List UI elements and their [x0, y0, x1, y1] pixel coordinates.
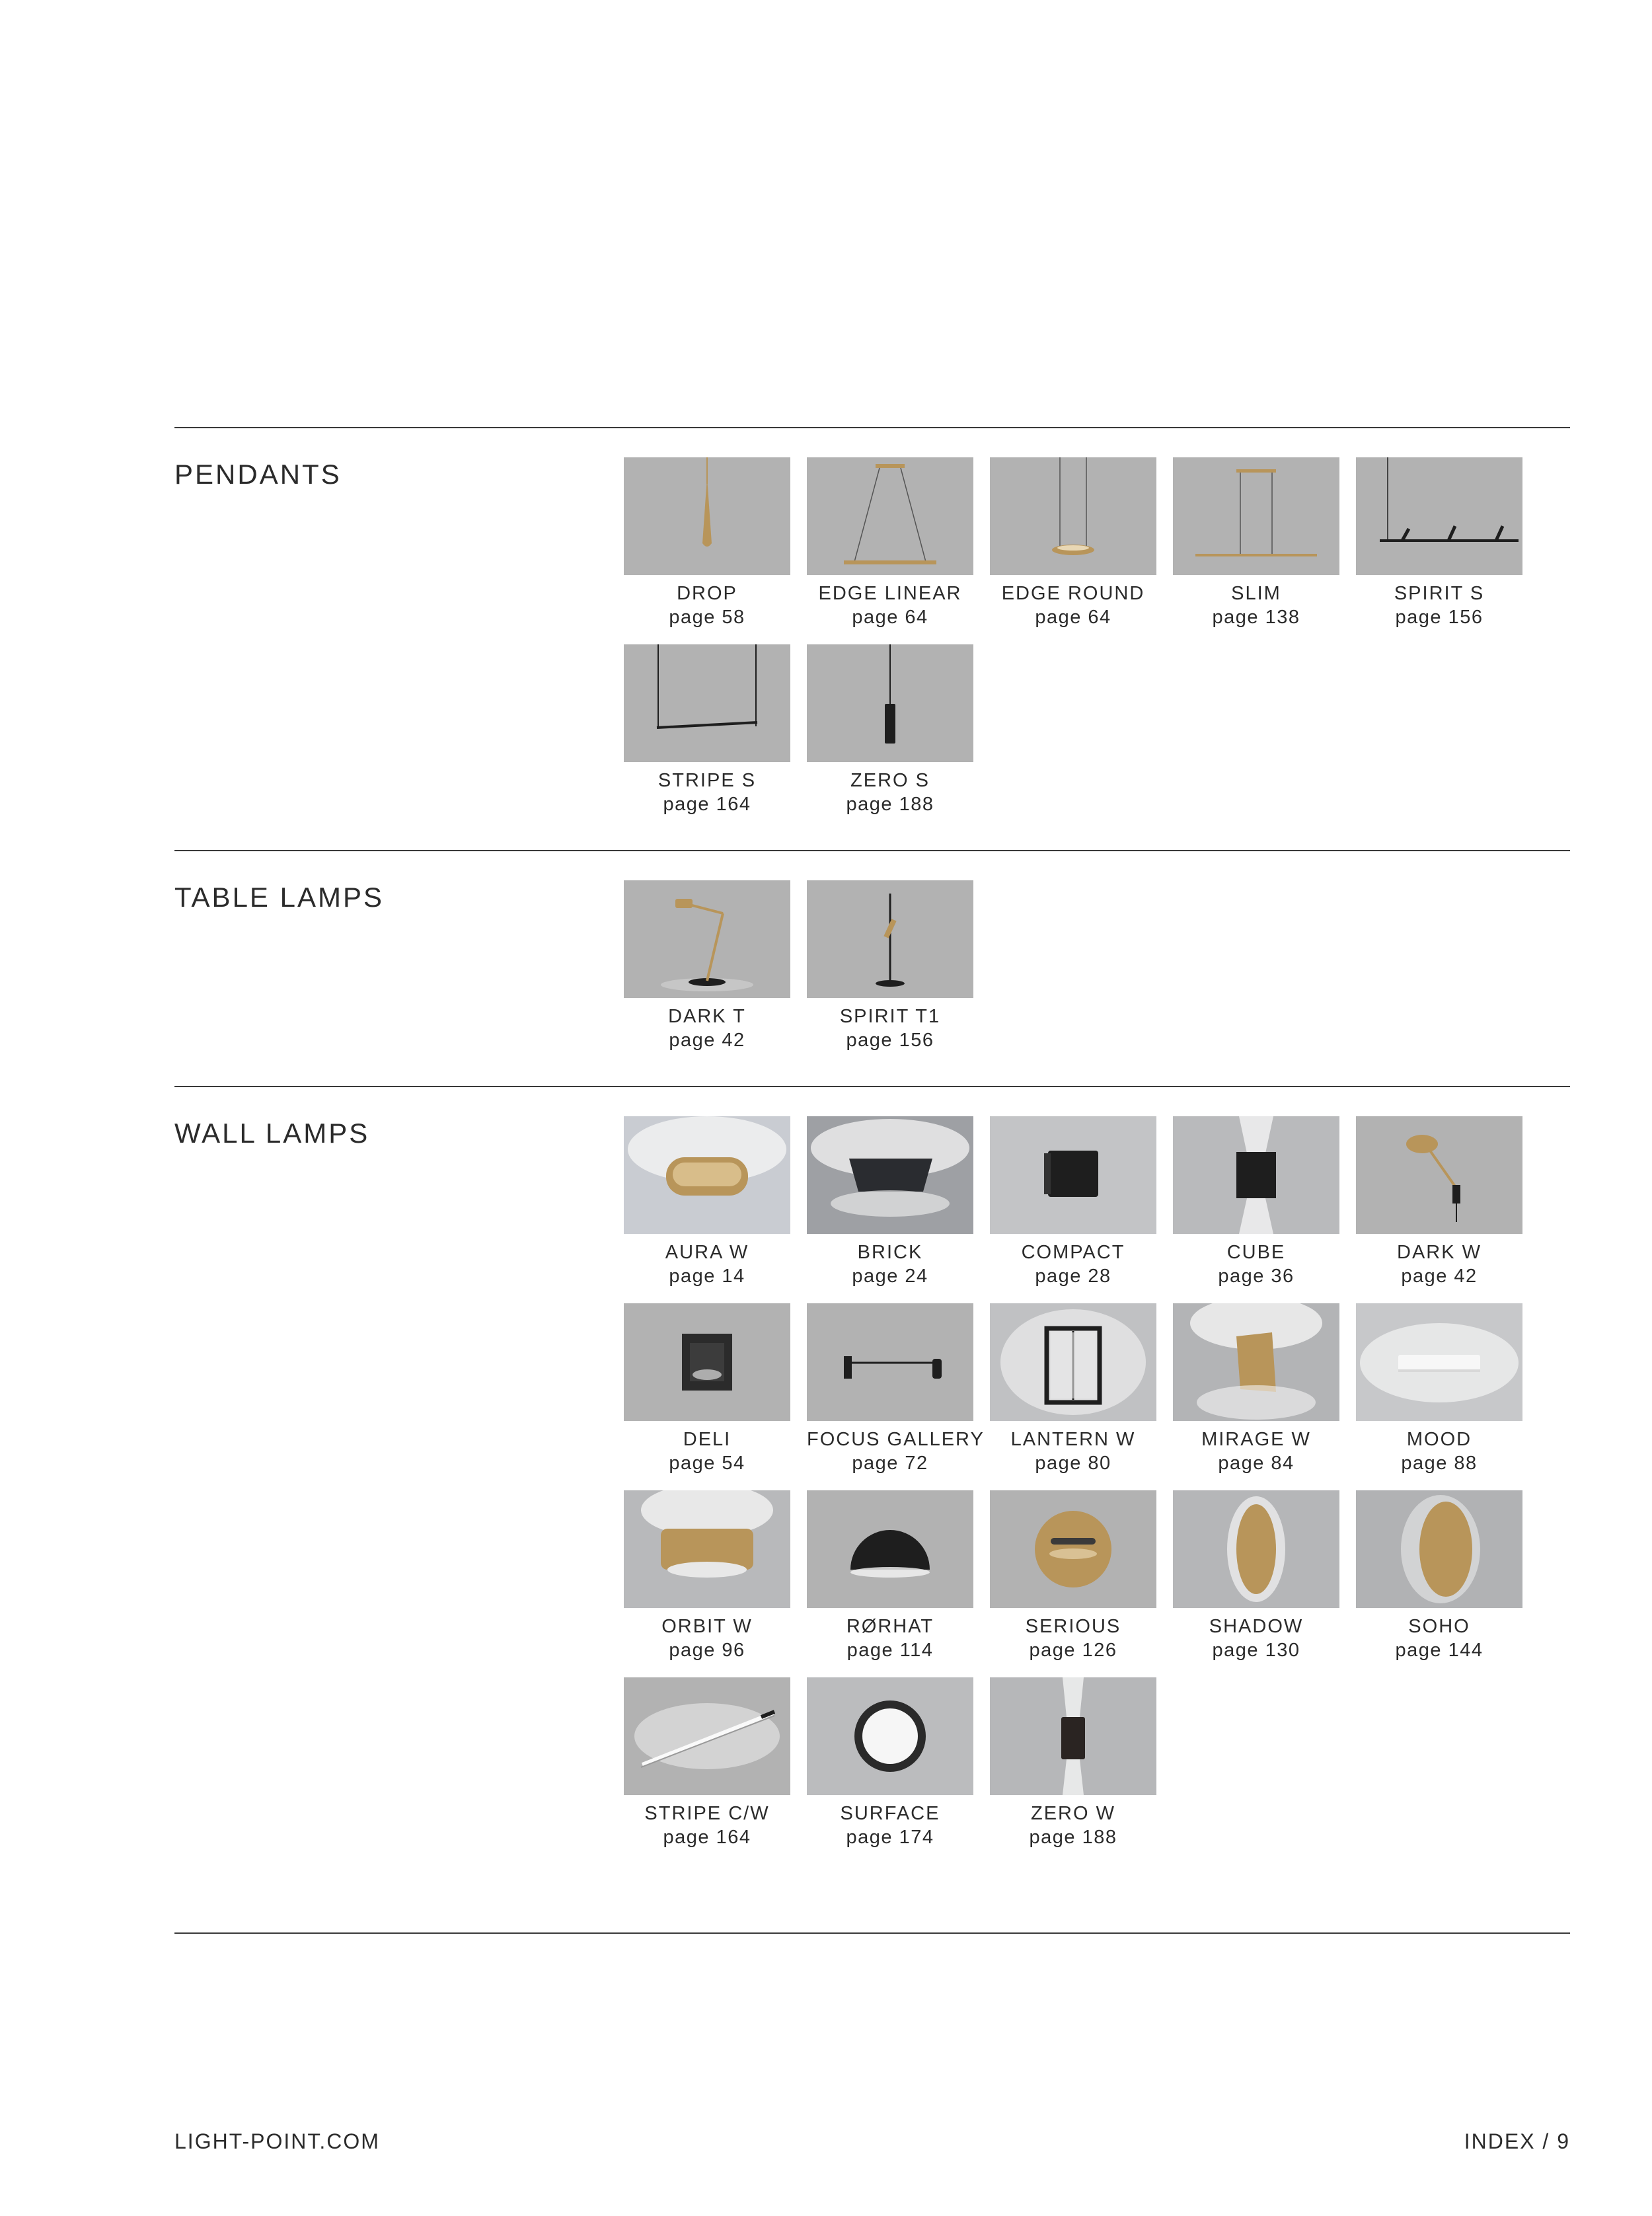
product-thumbnail — [624, 1116, 790, 1234]
product-card[interactable] — [1356, 1303, 1522, 1475]
product-card[interactable] — [624, 1490, 790, 1662]
product-thumbnail — [1173, 457, 1339, 575]
product-name: MOOD — [1406, 1429, 1472, 1450]
zero-s-pendant-icon — [807, 644, 973, 762]
compact-wall-lamp-icon — [990, 1116, 1156, 1234]
product-thumbnail — [1173, 1490, 1339, 1608]
product-page-ref: page 156 — [1395, 607, 1483, 628]
rorhat-wall-lamp-icon — [807, 1490, 973, 1608]
product-name: DROP — [677, 583, 737, 604]
section-divider — [174, 427, 1570, 428]
product-thumbnail — [1356, 1303, 1522, 1421]
product-card[interactable] — [807, 457, 973, 629]
product-card[interactable] — [990, 457, 1156, 629]
product-page-ref: page 58 — [669, 607, 745, 628]
edge-round-pendant-icon — [990, 457, 1156, 575]
product-card[interactable] — [990, 1490, 1156, 1662]
product-thumbnail — [990, 1303, 1156, 1421]
focus-gallery-wall-lamp-icon — [807, 1303, 973, 1421]
product-page-ref: page 156 — [846, 1030, 934, 1051]
section-divider — [174, 1932, 1570, 1934]
product-page-ref: page 72 — [852, 1453, 928, 1474]
product-thumbnail — [624, 1677, 790, 1795]
product-page-ref: page 42 — [1401, 1266, 1478, 1287]
section-title-pendants: PENDANTS — [174, 459, 342, 490]
product-thumbnail — [990, 1677, 1156, 1795]
product-thumbnail — [1356, 457, 1522, 575]
product-page-ref: page 188 — [846, 794, 934, 815]
product-card[interactable] — [807, 644, 973, 816]
edge-linear-pendant-icon — [807, 457, 973, 575]
product-name: FOCUS GALLERY — [807, 1429, 985, 1450]
product-card[interactable] — [1356, 1490, 1522, 1662]
product-name: SOHO — [1408, 1616, 1470, 1637]
product-name: ZERO W — [1031, 1803, 1115, 1824]
section-title-table-lamps: TABLE LAMPS — [174, 882, 384, 913]
product-name: ORBIT W — [661, 1616, 753, 1637]
product-page-ref: page 88 — [1401, 1453, 1478, 1474]
mirage-w-wall-lamp-icon — [1173, 1303, 1339, 1421]
product-card[interactable] — [990, 1677, 1156, 1849]
product-card[interactable] — [1173, 1116, 1339, 1288]
product-thumbnail — [807, 1303, 973, 1421]
product-card[interactable] — [807, 880, 973, 1052]
product-card[interactable] — [807, 1116, 973, 1288]
orbit-w-wall-lamp-icon — [624, 1490, 790, 1608]
product-name: AURA W — [665, 1242, 749, 1263]
aura-w-wall-lamp-icon — [624, 1116, 790, 1234]
product-name: ZERO S — [850, 770, 930, 791]
product-thumbnail — [624, 1490, 790, 1608]
product-name: SERIOUS — [1025, 1616, 1121, 1637]
product-name: SPIRIT S — [1394, 583, 1485, 604]
product-page-ref: page 54 — [669, 1453, 745, 1474]
dark-t-table-lamp-icon — [624, 880, 790, 998]
product-card[interactable] — [624, 1303, 790, 1475]
drop-pendant-icon — [624, 457, 790, 575]
product-page-ref: page 126 — [1029, 1640, 1117, 1661]
product-card[interactable] — [807, 1490, 973, 1662]
soho-wall-lamp-icon — [1356, 1490, 1522, 1608]
product-card[interactable] — [990, 1303, 1156, 1475]
product-thumbnail — [1173, 1116, 1339, 1234]
product-page-ref: page 164 — [663, 1827, 751, 1848]
product-page-ref: page 64 — [852, 607, 928, 628]
product-name: SURFACE — [840, 1803, 940, 1824]
product-thumbnail — [807, 1490, 973, 1608]
product-thumbnail — [1356, 1490, 1522, 1608]
product-card[interactable] — [1173, 1303, 1339, 1475]
product-name: SHADOW — [1209, 1616, 1304, 1637]
product-page-ref: page 114 — [846, 1640, 934, 1661]
product-page-ref: page 84 — [1218, 1453, 1295, 1474]
cube-wall-lamp-icon — [1173, 1116, 1339, 1234]
product-thumbnail — [807, 880, 973, 998]
product-page-ref: page 42 — [669, 1030, 745, 1051]
product-page-ref: page 188 — [1029, 1827, 1117, 1848]
product-page-ref: page 130 — [1212, 1640, 1300, 1661]
product-name: EDGE LINEAR — [818, 583, 962, 604]
product-card[interactable] — [624, 880, 790, 1052]
spirit-t1-table-lamp-icon — [807, 880, 973, 998]
stripe-cw-wall-lamp-icon — [624, 1677, 790, 1795]
product-name: CUBE — [1226, 1242, 1286, 1263]
deli-wall-lamp-icon — [624, 1303, 790, 1421]
surface-wall-lamp-icon — [807, 1677, 973, 1795]
product-thumbnail — [807, 644, 973, 762]
product-thumbnail — [990, 1116, 1156, 1234]
product-thumbnail — [624, 1303, 790, 1421]
product-card[interactable] — [807, 1677, 973, 1849]
section-title-wall-lamps: WALL LAMPS — [174, 1118, 370, 1149]
product-thumbnail — [1173, 1303, 1339, 1421]
footer-website[interactable]: LIGHT-POINT.COM — [174, 2129, 380, 2153]
product-card[interactable] — [990, 1116, 1156, 1288]
product-page-ref: page 36 — [1218, 1266, 1295, 1287]
product-page-ref: page 138 — [1212, 607, 1300, 628]
brick-wall-lamp-icon — [807, 1116, 973, 1234]
product-card[interactable] — [1356, 457, 1522, 629]
spirit-s-pendant-icon — [1356, 457, 1522, 575]
product-thumbnail — [807, 1677, 973, 1795]
product-name: BRICK — [857, 1242, 923, 1263]
product-thumbnail — [990, 457, 1156, 575]
product-page-ref: page 144 — [1395, 1640, 1483, 1661]
product-name: STRIPE C/W — [644, 1803, 770, 1824]
product-card[interactable] — [1173, 1490, 1339, 1662]
product-card[interactable] — [624, 1116, 790, 1288]
product-name: STRIPE S — [657, 770, 757, 791]
product-thumbnail — [807, 1116, 973, 1234]
product-card[interactable] — [624, 1677, 790, 1849]
product-name: RØRHAT — [846, 1616, 934, 1637]
section-divider — [174, 1086, 1570, 1087]
product-name: COMPACT — [1021, 1242, 1125, 1263]
stripe-s-pendant-icon — [624, 644, 790, 762]
product-page-ref: page 14 — [669, 1266, 745, 1287]
product-card[interactable] — [1356, 1116, 1522, 1288]
product-thumbnail — [1356, 1116, 1522, 1234]
section-divider — [174, 850, 1570, 851]
product-page-ref: page 80 — [1035, 1453, 1111, 1474]
product-name: DELI — [683, 1429, 732, 1450]
product-name: DARK T — [668, 1006, 746, 1027]
shadow-wall-lamp-icon — [1173, 1490, 1339, 1608]
product-thumbnail — [807, 457, 973, 575]
product-thumbnail — [624, 880, 790, 998]
product-page-ref: page 96 — [669, 1640, 745, 1661]
product-name: SLIM — [1231, 583, 1281, 604]
product-page-ref: page 28 — [1035, 1266, 1111, 1287]
serious-wall-lamp-icon — [990, 1490, 1156, 1608]
product-page-ref: page 174 — [846, 1827, 934, 1848]
product-page-ref: page 164 — [663, 794, 751, 815]
product-card[interactable] — [624, 644, 790, 816]
product-thumbnail — [990, 1490, 1156, 1608]
product-name: MIRAGE W — [1201, 1429, 1311, 1450]
footer-page-label: INDEX / 9 — [1464, 2129, 1570, 2153]
product-card[interactable] — [624, 457, 790, 629]
lantern-w-wall-lamp-icon — [990, 1303, 1156, 1421]
product-page-ref: page 24 — [852, 1266, 928, 1287]
product-name: SPIRIT T1 — [839, 1006, 941, 1027]
product-thumbnail — [624, 457, 790, 575]
product-name: EDGE ROUND — [1001, 583, 1145, 604]
product-thumbnail — [624, 644, 790, 762]
dark-w-wall-lamp-icon — [1356, 1116, 1522, 1234]
product-card[interactable] — [807, 1303, 985, 1475]
product-name: LANTERN W — [1010, 1429, 1136, 1450]
mood-wall-lamp-icon — [1356, 1303, 1522, 1421]
product-name: DARK W — [1397, 1242, 1482, 1263]
slim-pendant-icon — [1173, 457, 1339, 575]
product-page-ref: page 64 — [1035, 607, 1111, 628]
zero-w-wall-lamp-icon — [990, 1677, 1156, 1795]
product-card[interactable] — [1173, 457, 1339, 629]
